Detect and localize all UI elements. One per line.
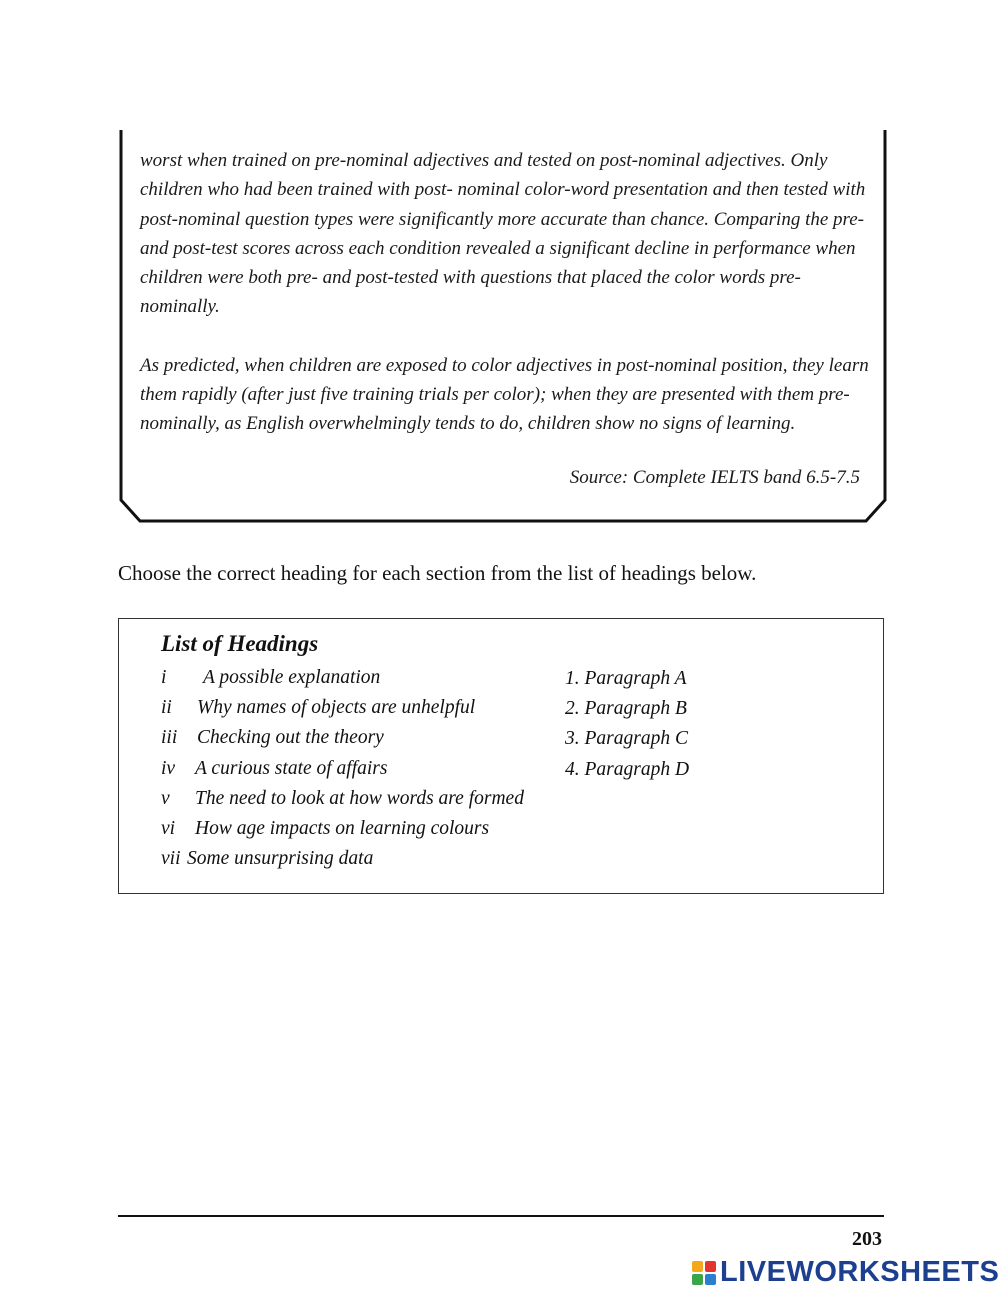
task-instruction: Choose the correct heading for each section from the list of headings below.	[118, 561, 757, 585]
liveworksheets-logo	[692, 1256, 999, 1289]
paragraph-item: 4. Paragraph D	[565, 758, 690, 780]
heading-text: A possible explanation	[203, 667, 381, 689]
logo-square	[705, 1261, 716, 1272]
passage-paragraph: worst when trained on pre-nominal adjectives and tested on post-nominal adjectives. Only children who had been trained with post- nominal color-word presentation and then tested with post-nominal question types were significantly more accurate than chance. Comparing the pre- and post-test scores across each condition revealed a significant decline in performance when children were both pre- and post-tested with questions that placed the color words pre-nominally.	[140, 150, 866, 318]
heading-item	[161, 814, 524, 844]
source-citation: Source: Complete IELTS band 6.5-7.5	[569, 467, 860, 488]
paragraph-list	[565, 664, 689, 785]
headings-title: List of Headings	[161, 631, 319, 656]
logo-square	[692, 1261, 703, 1272]
logo-square	[705, 1274, 716, 1285]
footer-divider	[118, 1215, 884, 1217]
heading-text: How age impacts on learning colours	[195, 818, 490, 840]
heading-item	[161, 663, 524, 693]
reading-passage-box	[118, 130, 887, 523]
heading-text: Checking out the theory	[197, 727, 384, 749]
heading-numeral: vi	[161, 818, 176, 840]
page-number: 203	[852, 1228, 882, 1250]
paragraph-item: 3. Paragraph C	[565, 728, 688, 750]
passage-paragraph: As predicted, when children are exposed to color adjectives in post-nominal position, they learn them rapidly (after just five training trials per color); when they are presented with them pre-nominally, as English overwhelmingly tends to do, children show no signs of learning.	[140, 354, 869, 435]
heading-item	[161, 723, 524, 753]
heading-item	[161, 693, 524, 723]
passage-text	[140, 146, 870, 439]
paragraph-item: 1. Paragraph A	[565, 668, 687, 690]
heading-numeral: ii	[161, 697, 172, 719]
paragraph-item: 2. Paragraph B	[565, 698, 687, 720]
heading-numeral: iii	[161, 727, 178, 749]
heading-numeral: iv	[161, 757, 176, 779]
heading-text: Some unsurprising data	[187, 848, 374, 870]
heading-item	[161, 784, 524, 814]
logo-square	[692, 1274, 703, 1285]
list-of-headings-box	[118, 618, 884, 894]
heading-text: A curious state of affairs	[195, 757, 388, 779]
heading-text: The need to look at how words are formed	[195, 787, 524, 809]
heading-numeral: v	[161, 787, 170, 809]
logo-text: LIVEWORKSHEETS	[720, 1256, 1000, 1288]
heading-numeral: vii	[161, 848, 181, 870]
heading-numeral: i	[161, 667, 167, 689]
heading-item	[161, 844, 524, 874]
heading-list	[161, 663, 524, 874]
liveworksheets-logo-icon	[692, 1261, 716, 1285]
heading-item	[161, 754, 524, 784]
heading-text: Why names of objects are unhelpful	[197, 697, 476, 719]
